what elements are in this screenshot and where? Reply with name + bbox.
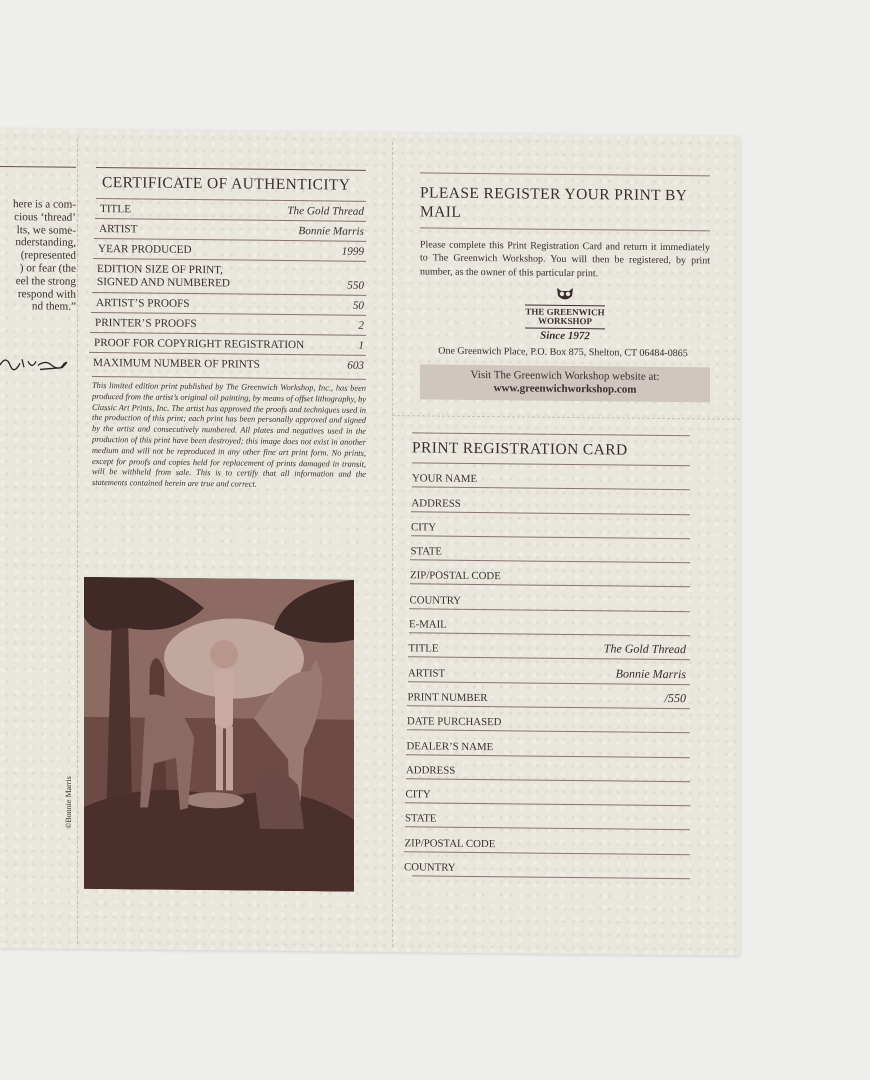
card-field-row[interactable] <box>406 778 691 805</box>
card-field-row[interactable] <box>409 608 690 635</box>
certificate-row-label: MAXIMUM NUMBER OF PRINTS <box>93 356 260 371</box>
logo-since: Since 1972 <box>540 329 590 343</box>
card-field-label: COUNTRY <box>409 594 462 607</box>
card-field-label: ZIP/POSTAL CODE <box>404 836 496 850</box>
card-field-row[interactable] <box>405 802 690 829</box>
card-field-row[interactable] <box>411 535 691 562</box>
card-field-label: DEALER’S NAME <box>406 739 494 753</box>
card-field-row[interactable] <box>407 705 690 732</box>
visit-text: Visit The Greenwich Workshop website at: <box>470 369 660 384</box>
certificate-row-value: 1999 <box>341 245 364 258</box>
card-field-value[interactable]: Bonnie Marris <box>615 666 686 681</box>
card-field-label: ARTIST <box>408 666 446 680</box>
certificate-row-label: ARTIST’S PROOFS <box>96 297 190 310</box>
card-field-label: E-MAIL <box>409 618 447 631</box>
certificate-row-label: ARTIST <box>99 223 138 236</box>
fold-line-right <box>392 142 393 947</box>
card-field-label: DATE PURCHASED <box>407 715 502 729</box>
card-field-label: PRINT NUMBER <box>407 691 488 705</box>
card-field-row[interactable] <box>410 584 691 611</box>
artist-statement-panel <box>0 166 76 381</box>
artist-signature <box>0 351 76 376</box>
statement-line: nderstanding, <box>15 236 76 250</box>
card-field-row[interactable] <box>408 657 690 684</box>
register-panel <box>420 172 710 402</box>
owl-icon <box>554 286 576 302</box>
website-box <box>420 365 710 403</box>
certificate-row-value: 50 <box>352 299 364 312</box>
greenwich-workshop-logo <box>420 285 710 343</box>
certificate-row <box>89 352 366 375</box>
statement-line: nd them.” <box>31 300 76 314</box>
card-field-label: STATE <box>410 545 443 558</box>
certificate-row-value: 550 <box>347 279 364 292</box>
certificate-row-value: 2 <box>358 319 364 332</box>
divider <box>420 227 710 231</box>
statement-line: (represented <box>20 249 76 262</box>
certificate-row-label: EDITION SIZE OF PRINT, SIGNED AND NUMBERED <box>97 263 231 290</box>
certificate-row-value: The Gold Thread <box>287 205 364 218</box>
card-field-label: ADDRESS <box>406 764 456 777</box>
register-instructions: Please complete this Print Registration Card and return it immediately to The Greenwich Workshop. You will then be registered, by print number, as the owner of this particular print. <box>420 239 710 280</box>
certificate-row <box>95 218 366 241</box>
statement-line: eel the strong <box>15 274 76 288</box>
fold-line-left <box>77 139 78 944</box>
register-title: PLEASE REGISTER YOUR PRINT BY MAIL <box>420 184 687 221</box>
logo-line-1: THE GREENWICH <box>525 306 605 318</box>
statement-line: respond with <box>17 287 76 301</box>
card-field-value[interactable]: /550 <box>664 690 686 706</box>
certificate-row <box>93 258 366 295</box>
certificate-title: CERTIFICATE OF AUTHENTICITY <box>102 174 351 194</box>
card-field-label: ADDRESS <box>411 496 461 510</box>
divider <box>412 432 690 436</box>
card-field-row[interactable] <box>409 632 691 659</box>
card-field-row[interactable] <box>406 754 690 781</box>
certificate-row-label: PROOF FOR COPYRIGHT REGISTRATION <box>94 336 305 352</box>
card-field-row[interactable] <box>412 487 691 514</box>
card-field-row[interactable] <box>411 511 690 538</box>
certificate-row <box>92 292 366 315</box>
card-field-row[interactable] <box>412 462 690 489</box>
card-field-value[interactable]: The Gold Thread <box>603 641 686 657</box>
artwork-image <box>84 577 354 892</box>
card-field-row[interactable] <box>404 851 690 878</box>
logo-line-2: WORKSHOP <box>537 315 592 327</box>
card-field-label: CITY <box>405 788 431 801</box>
card-field-row[interactable] <box>408 681 691 708</box>
certificate-sheet <box>0 128 740 956</box>
website-link[interactable]: www.greenwichworkshop.com <box>493 382 637 396</box>
card-field-row[interactable] <box>407 730 691 757</box>
statement-line: ) or fear (the <box>19 262 76 275</box>
divider <box>96 167 366 171</box>
certificate-row-value: 1 <box>358 339 364 352</box>
certificate-fine-print: This limited edition print published by The Greenwich Workshop, Inc., has been produced from the artist’s original oil painting, by means of offset lithography, by Classic Art Prints, Inc. The artist has approved the proofs and techniques used in the production of this print; each print has been personally approved and signed by the artist and consecutively numbered. All plates and negatives used in the production of this print have been destroyed; this image does not exist in another medium and will not be reproduced in any other fine art print form. No prints, except for proofs and copies held for replacement of prints damaged in transit, will be withheld from sale. This is to certify that all information and the statements contained herein are true and correct. <box>92 376 366 492</box>
card-title: PRINT REGISTRATION CARD <box>412 439 628 459</box>
divider <box>0 166 76 168</box>
certificate-row-value: 603 <box>347 359 364 372</box>
certificate-row-label: TITLE <box>100 203 132 216</box>
certificate-row-label: YEAR PRODUCED <box>98 243 192 257</box>
certificate-row-value: Bonnie Marris <box>298 225 364 238</box>
card-field-label: YOUR NAME <box>412 472 478 486</box>
certificate-panel <box>92 167 366 492</box>
statement-line: cious ‘thread’ <box>14 210 76 224</box>
certificate-row <box>96 198 366 221</box>
card-field-row[interactable] <box>405 827 691 854</box>
card-field-row[interactable] <box>410 559 690 586</box>
card-field-label: TITLE <box>408 642 439 655</box>
statement-line: here is a com- <box>12 198 76 211</box>
statement-line: lts, we some- <box>16 223 76 237</box>
perforation-line <box>392 415 740 420</box>
certificate-row <box>94 238 366 261</box>
workshop-address: One Greenwich Place, P.O. Box 875, Shelton, CT 06484-0865 <box>438 345 688 360</box>
image-credit: ©Bonnie Marris <box>64 776 73 829</box>
card-field-label: STATE <box>405 812 437 826</box>
divider <box>420 172 710 176</box>
card-field-label: ZIP/POSTAL CODE <box>410 569 501 583</box>
card-field-label: CITY <box>411 521 437 534</box>
certificate-row-label: PRINTER’S PROOFS <box>95 316 197 331</box>
card-field-label: COUNTRY <box>404 861 456 874</box>
print-registration-card <box>404 432 690 879</box>
